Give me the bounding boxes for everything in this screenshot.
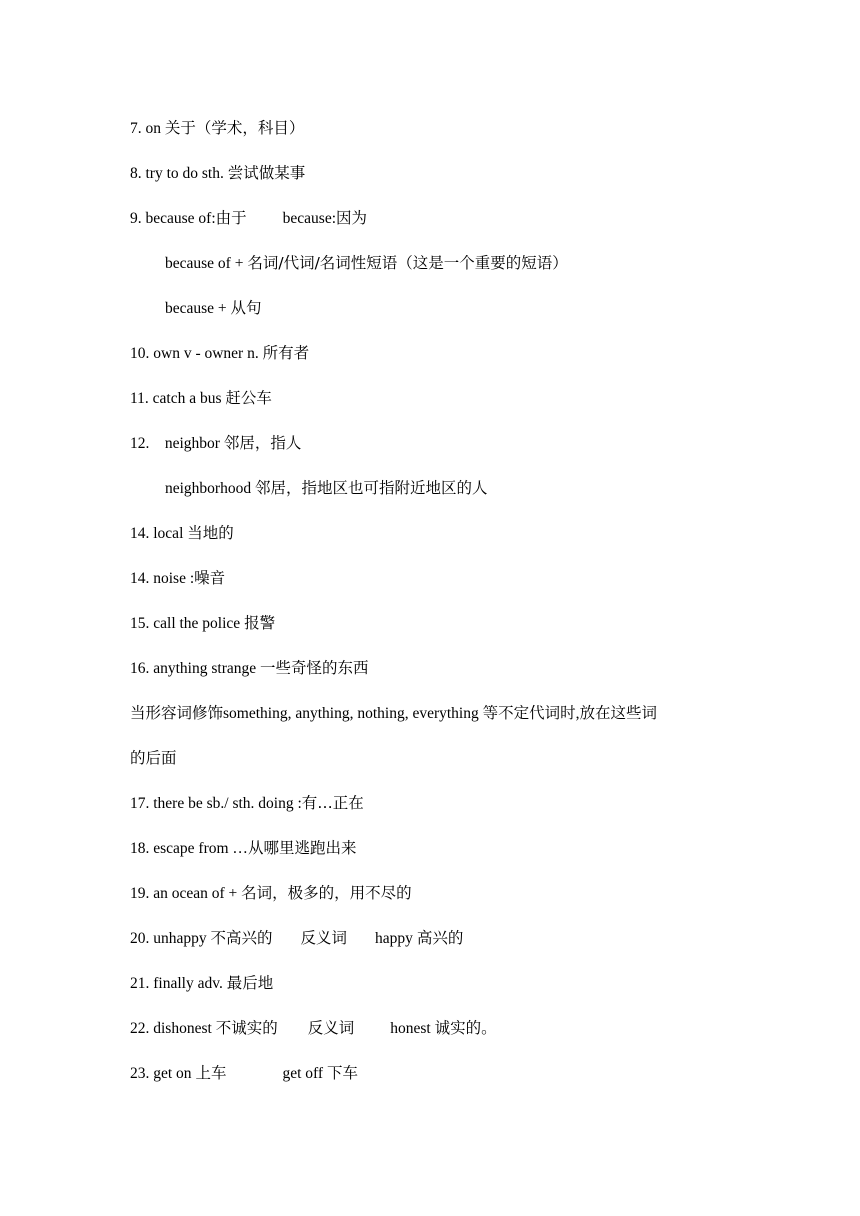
note-item-19: 19. an ocean of + 名词，极多的，用不尽的 (130, 884, 412, 902)
note-item-12: 12. neighbor 邻居，指人 (130, 434, 302, 452)
note-item-7: 7. on 关于（学术，科目） (130, 119, 305, 137)
note-item-9-because-of: because of + 名词/代词/名词性短语（这是一个重要的短语） (165, 254, 568, 272)
note-item-18: 18. escape from …从哪里逃跑出来 (130, 839, 357, 857)
note-item-23: 23. get on 上车 get off 下车 (130, 1064, 358, 1082)
note-item-20: 20. unhappy 不高兴的 反义词 happy 高兴的 (130, 929, 464, 947)
note-item-12-neighborhood: neighborhood 邻居，指地区也可指附近地区的人 (165, 479, 488, 497)
note-item-10: 10. own v - owner n. 所有者 (130, 344, 310, 362)
note-item-15: 15. call the police 报警 (130, 614, 276, 632)
note-item-14-noise: 14. noise :噪音 (130, 569, 226, 587)
note-item-11: 11. catch a bus 赶公车 (130, 389, 272, 407)
note-item-9: 9. because of:由于 because:因为 (130, 209, 368, 227)
note-item-21: 21. finally adv. 最后地 (130, 974, 274, 992)
note-item-22: 22. dishonest 不诚实的 反义词 honest 诚实的。 (130, 1019, 497, 1037)
note-item-14-local: 14. local 当地的 (130, 524, 234, 542)
vocabulary-notes (130, 114, 750, 1104)
note-item-9-because: because + 从句 (165, 299, 262, 317)
note-item-16-explanation: 当形容词修饰something, anything, nothing, everything 等不定代词时,放在这些词 (130, 704, 658, 722)
note-item-16-explanation-cont: 的后面 (130, 749, 177, 767)
note-item-16: 16. anything strange 一些奇怪的东西 (130, 659, 369, 677)
note-item-8: 8. try to do sth. 尝试做某事 (130, 164, 306, 182)
note-item-17: 17. there be sb./ sth. doing :有…正在 (130, 794, 364, 812)
